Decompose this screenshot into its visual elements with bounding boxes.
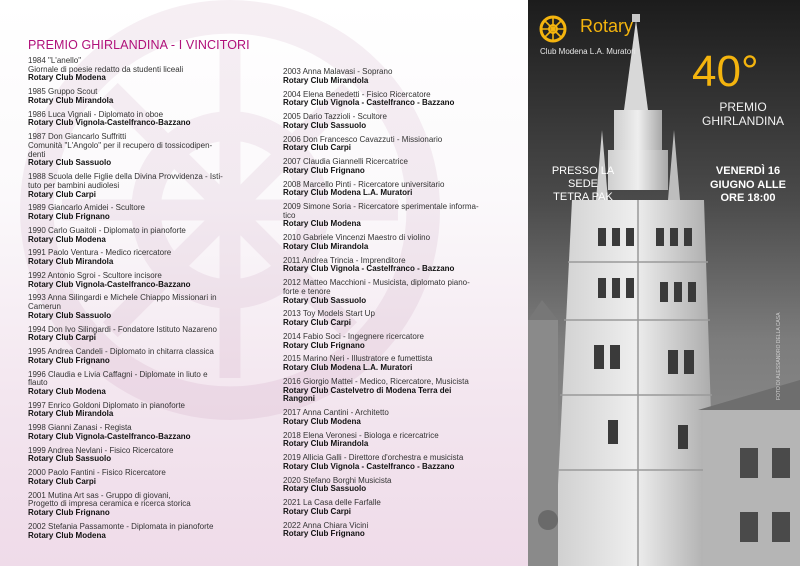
- winner-description: denti: [28, 149, 46, 159]
- winner-club: Rotary Club Carpi: [28, 189, 97, 199]
- winner-entry: [283, 409, 505, 426]
- winner-entry: [28, 88, 266, 105]
- winner-entry: [28, 111, 266, 128]
- winner-club: Rangoni: [283, 394, 315, 404]
- anniversary-number: 40°: [692, 47, 759, 96]
- winner-club: Rotary Club Vignola-Castelfranco-Bazzano: [28, 279, 191, 289]
- winner-entry: [28, 272, 266, 289]
- winner-club: Rotary Club Mirandola: [28, 409, 114, 419]
- winner-description: 2020 Stefano Borghi Musicista: [283, 475, 392, 485]
- winner-description: 1997 Enrico Goldoni Diplomato in pianoforte: [28, 400, 185, 410]
- winner-description: 2015 Marino Neri - Illustratore e fumettista: [283, 354, 433, 364]
- winner-club: Rotary Club Frignano: [283, 529, 365, 539]
- winner-club: Rotary Club Modena L.A. Muratori: [283, 363, 413, 373]
- winner-entry: [28, 133, 266, 168]
- winner-entry: [28, 402, 266, 419]
- rotary-brand: Rotary: [580, 16, 634, 36]
- winner-entry: [283, 68, 505, 85]
- winner-entry: [28, 227, 266, 244]
- winner-club: Rotary Club Vignola-Castelfranco-Bazzano: [28, 431, 191, 441]
- winner-club: Rotary Club Frignano: [283, 340, 365, 350]
- winner-entry: [283, 279, 505, 305]
- winner-description: 2008 Marcello Pinti - Ricercatore universitario: [283, 179, 445, 189]
- winner-entry: [28, 326, 266, 343]
- winner-entry: [283, 113, 505, 130]
- winner-entry: [283, 310, 505, 327]
- winner-description: 2002 Stefania Passamonte - Diplomata in pianoforte: [28, 521, 214, 531]
- winner-club: Rotary Club Carpi: [28, 333, 97, 343]
- winner-description: 2005 Dario Tazzioli - Scultore: [283, 112, 387, 121]
- premio-line-1: PREMIO: [719, 100, 767, 114]
- winner-entry: [28, 204, 266, 221]
- winner-description: 1987 Don Giancarlo Suffritti: [28, 132, 127, 142]
- date-time-text: [700, 165, 796, 206]
- winner-entry: [28, 249, 266, 266]
- winner-club: Rotary Club Vignola-Castelfranco-Bazzano: [28, 118, 191, 128]
- winners-column-1: [28, 57, 266, 545]
- winner-entry: [28, 523, 266, 540]
- winner-club: Rotary Club Carpi: [28, 476, 97, 486]
- winner-club: Rotary Club Vignola - Castelfranco - Bazzano: [283, 98, 455, 108]
- winners-title: PREMIO GHIRLANDINA - I VINCITORI: [28, 38, 250, 52]
- winner-club: Rotary Club Carpi: [283, 143, 352, 153]
- winner-club: Rotary Club Castelvetro di Modena Terra dei: [283, 385, 452, 395]
- winner-entry: [283, 181, 505, 198]
- winner-entry: [283, 91, 505, 108]
- winner-club: Rotary Club Sassuolo: [28, 158, 112, 168]
- winners-column-2: [283, 68, 505, 544]
- winner-club: Rotary Club Modena: [28, 386, 106, 396]
- winner-entry: [283, 355, 505, 372]
- date-line-3: ORE 18:00: [720, 192, 776, 204]
- winner-description: 2019 Allicia Galli - Direttore d'orchestra e musicista: [283, 453, 464, 463]
- event-panel: [528, 0, 800, 566]
- winner-description: 2010 Gabriele Vincenzi Maestro di violino: [283, 233, 431, 243]
- winner-entry: [283, 378, 505, 404]
- winner-entry: [28, 294, 266, 320]
- winner-club: Rotary Club Frignano: [28, 355, 110, 365]
- winner-description: 2013 Toy Models Start Up: [283, 309, 375, 319]
- winner-club: Rotary Club Vignola - Castelfranco - Bazzano: [283, 264, 455, 274]
- winner-entry: [283, 333, 505, 350]
- winner-club: Rotary Club Sassuolo: [283, 484, 367, 494]
- winner-description: 2004 Elena Benedetti - Fisico Ricercatore: [283, 89, 431, 99]
- winner-description: 1985 Gruppo Scout: [28, 87, 98, 97]
- winner-club: Rotary Club Carpi: [283, 506, 352, 516]
- winner-club: Rotary Club Modena: [283, 416, 361, 426]
- winner-club: Rotary Club Modena: [28, 530, 106, 540]
- winner-entry: [28, 424, 266, 441]
- winner-entry: [283, 203, 505, 229]
- winner-entry: [283, 499, 505, 516]
- winner-entry: [283, 257, 505, 274]
- winner-description: 2000 Paolo Fantini - Fisico Ricercatore: [28, 468, 166, 478]
- winner-description: 2014 Fabio Soci - Ingegnere ricercatore: [283, 331, 424, 341]
- winner-club: Rotary Club Mirandola: [283, 75, 369, 85]
- premio-title: [688, 100, 798, 128]
- winner-club: Rotary Club Mirandola: [283, 241, 369, 251]
- winner-club: Rotary Club Modena: [283, 219, 361, 229]
- winner-club: Rotary Club Frignano: [28, 508, 110, 518]
- winner-entry: [28, 348, 266, 365]
- winner-description: 2021 La Casa delle Farfalle: [283, 498, 381, 508]
- winner-description: 1992 Antonio Sgroi - Scultore incisore: [28, 270, 162, 280]
- winner-description: 1988 Scuola delle Figlie della Divina Provvidenza - Isti-: [28, 172, 223, 182]
- winner-description: forte e tenore: [283, 286, 331, 296]
- winner-description: 2003 Anna Malavasi - Soprano: [283, 67, 393, 76]
- winner-entry: [28, 447, 266, 464]
- winner-description: 1991 Paolo Ventura - Medico ricercatore: [28, 248, 172, 258]
- winner-description: 1999 Andrea Nevlani - Fisico Ricercatore: [28, 445, 174, 455]
- winner-club: Rotary Club Modena L.A. Muratori: [283, 188, 413, 198]
- winner-club: Rotary Club Mirandola: [283, 439, 369, 449]
- winner-club: Rotary Club Frignano: [283, 165, 365, 175]
- winner-description: Progetto di impresa ceramica e ricerca storica: [28, 499, 191, 509]
- winner-club: Rotary Club Sassuolo: [28, 454, 112, 464]
- venue-line-2: SEDE: [568, 178, 598, 190]
- rotary-wheel-icon: [538, 14, 568, 44]
- winner-description: 2007 Claudia Giannelli Ricercatrice: [283, 157, 408, 166]
- winner-entry: [283, 136, 505, 153]
- photo-credit: FOTO DI ALESSANDRO DELLA CASA: [776, 312, 782, 400]
- winner-entry: [283, 477, 505, 494]
- winner-club: Rotary Club Sassuolo: [283, 120, 367, 130]
- winner-description: 1990 Carlo Guaitoli - Diplomato in pianoforte: [28, 225, 186, 235]
- winner-description: 1996 Claudia e Livia Caffagni - Diplomate in liuto e: [28, 369, 208, 379]
- winner-entry: [283, 454, 505, 471]
- winner-description: 1994 Don Ivo Silingardi - Fondatore Istituto Nazareno: [28, 324, 217, 334]
- winner-club: Rotary Club Modena: [28, 73, 106, 83]
- winner-description: Camerun: [28, 302, 61, 312]
- winner-description: 2011 Andrea Trincia - Imprenditore: [283, 255, 406, 265]
- winner-description: 2017 Anna Cantini - Architetto: [283, 408, 389, 418]
- winner-entry: [283, 522, 505, 539]
- winner-description: 1984 "L'anello": [28, 56, 82, 65]
- winner-entry: [283, 158, 505, 175]
- winner-entry: [283, 234, 505, 251]
- venue-line-3: TETRA PAK: [553, 191, 613, 203]
- winner-club: Rotary Club Modena: [28, 234, 106, 244]
- winner-entry: [283, 432, 505, 449]
- venue-line-1: PRESSO LA: [551, 165, 615, 177]
- winner-description: Giornale di poesie redatto da studenti liceali: [28, 64, 184, 74]
- date-line-2: GIUGNO ALLE: [710, 178, 786, 191]
- winner-description: 2009 Simone Soria - Ricercatore sperimentale informa-: [283, 202, 479, 211]
- winner-description: 1995 Andrea Candeli - Diplomato in chitarra classica: [28, 347, 214, 357]
- ghirlandina-tower-photo: [528, 0, 800, 566]
- winner-entry: [28, 173, 266, 199]
- winner-club: Rotary Club Sassuolo: [28, 310, 112, 320]
- winner-entry: [28, 371, 266, 397]
- winner-description: 2022 Anna Chiara Vicini: [283, 520, 369, 530]
- winner-entry: [28, 469, 266, 486]
- winner-club: Rotary Club Sassuolo: [283, 295, 367, 305]
- venue-text: [540, 165, 626, 204]
- winner-entry: [28, 57, 266, 83]
- winner-club: Rotary Club Frignano: [28, 212, 110, 222]
- winner-description: Comunità "L'Angolo" per il recupero di tossicodipen-: [28, 140, 213, 150]
- winner-description: tico: [283, 210, 296, 220]
- winner-description: 1998 Gianni Zanasi - Regista: [28, 423, 132, 433]
- winner-description: 2016 Giorgio Mattei - Medico, Ricercatore, Musicista: [283, 376, 469, 386]
- winner-club: Rotary Club Vignola - Castelfranco - Bazzano: [283, 461, 455, 471]
- winner-club: Rotary Club Mirandola: [28, 257, 114, 267]
- winner-description: 2012 Matteo Macchioni - Musicista, diplomato piano-: [283, 278, 470, 288]
- winner-description: 2006 Don Francesco Cavazzuti - Missionario: [283, 134, 443, 144]
- winner-description: 1989 Giancarlo Amidei - Scultore: [28, 203, 145, 213]
- winner-description: flauto: [28, 378, 48, 388]
- date-line-1: VENERDÌ 16: [715, 165, 781, 177]
- club-name: Club Modena L.A. Muratori: [540, 47, 636, 56]
- winner-description: 2001 Mutina Art sas - Gruppo di giovani,: [28, 490, 171, 500]
- winner-entry: [28, 492, 266, 518]
- winner-club: Rotary Club Mirandola: [28, 95, 114, 105]
- winner-description: 2018 Elena Veronesi - Biologa e ricercatrice: [283, 430, 439, 440]
- winner-description: 1993 Anna Silingardi e Michele Chiappo Missionari in: [28, 293, 217, 303]
- winner-club: Rotary Club Carpi: [283, 318, 352, 328]
- premio-line-2: GHIRLANDINA: [701, 114, 784, 128]
- winner-description: tuto per bambini audiolesi: [28, 180, 120, 190]
- winner-description: 1986 Luca Vignali - Diplomato in oboe: [28, 109, 164, 119]
